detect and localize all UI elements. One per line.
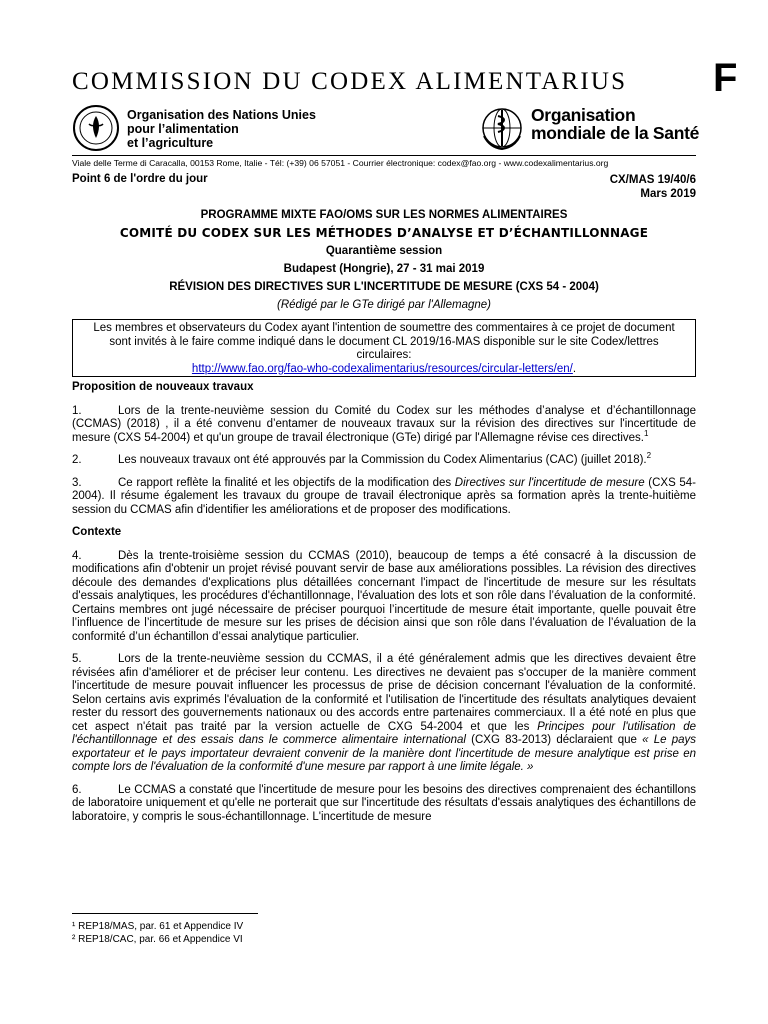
title-block bbox=[72, 206, 696, 314]
notice-link-tail: . bbox=[572, 362, 577, 375]
footnotes bbox=[72, 913, 696, 946]
paragraph-number: 6. bbox=[72, 783, 82, 796]
agenda-item: Point 6 de l'ordre du jour bbox=[72, 173, 208, 185]
paragraph-1 bbox=[72, 405, 696, 446]
paragraph-text: Dès la trente-troisième session du CCMAS (2010), beaucoup de temps a été consacré à la discussion de modifications afin d'obtenir un projet révisé pouvant servir de base aux améliorations possibles. La révision des directives découle des demandes d'explications plus détaillées concernant l'impact de l'incertitude de mesure sur les résultats d'essais analytiques, les procédures d'échantillonnage, l'évaluation des lots et son rôle dans l’évaluation de la conformité. Certains membres ont jugé nécessaire de préciser pourquoi l’incertitude de mesure était importante, quelle pouvait être l’influence de l’incertitude de mesure sur les prises de décision ainsi que son rôle dans l’évaluation de l’évaluation de la conformité d’un échantillon d’essai analytique particulier. bbox=[72, 549, 696, 643]
paragraph-6 bbox=[72, 784, 696, 825]
programme-heading: PROGRAMME MIXTE FAO/OMS SUR LES NORMES ALIMENTAIRES bbox=[200, 209, 568, 221]
fao-line-2: pour l’alimentation bbox=[127, 122, 239, 136]
paragraph-number: 2. bbox=[72, 454, 82, 466]
paragraph-number: 1. bbox=[72, 404, 82, 417]
prepared-by: (Rédigé par le GTe dirigé par l'Allemagne) bbox=[277, 299, 491, 311]
fao-logo-icon bbox=[72, 104, 120, 152]
paragraph-text: (CXS 54-2004). Il résume également les travaux du groupe de travail électronique après sa formation après la trente-huitième session du CCMAS afin d'identifier les améliorations et de proposer des modifications. bbox=[72, 476, 696, 516]
footnote-ref: 1 bbox=[644, 428, 649, 438]
who-logo-icon bbox=[478, 104, 526, 152]
notice-text: Les membres et observateurs du Codex ayant l'intention de soumettre des commentaires à ce projet de document sont invités à le faire comme indiqué dans le document CL 2019/16-MAS disponible sur le site Codex/lettres circulaires: bbox=[93, 322, 675, 361]
paragraph-text: Lors de la trente-neuvième session du CCMAS, il a été généralement admis que les directives devaient être révisées afin d'améliorer et de préciser leur contenu. Les directives ne devaient pas s'occuper de la manière comment l'incertitude de mesure pouvait influencer les processus de prise de décision concernant l'évaluation de la conformité. Selon certains avis exprimés l'évaluation de la conformité et l'utilisation de l'incertitude des résultats analytiques devaient rester du ressort des gouvernements nationaux ou des accords entre partenaires commerciaux. Il a été noté en plus que cet aspect n'était pas traité par la version actuelle de CXG 54-2004 et que les bbox=[72, 653, 696, 733]
fao-name bbox=[127, 108, 316, 150]
paragraph-italic: « Le pays exportateur et le pays importateur devraient convenir de la manière dont l'incertitude de mesure analytique est prise en compte lors de l'évaluation de la conformité d'une mesure par rapport à une limite légale. » bbox=[72, 734, 696, 773]
paragraph-text: (CXG 83-2013) déclaraient que bbox=[465, 734, 643, 746]
paragraph-4 bbox=[72, 550, 696, 645]
document-body bbox=[72, 381, 696, 833]
section-title-context: Contexte bbox=[72, 526, 122, 538]
document-reference bbox=[610, 173, 696, 201]
paragraph-2 bbox=[72, 451, 696, 468]
contact-line: Viale delle Terme di Caracalla, 00153 Rome, Italie - Tél: (+39) 06 57051 - Courrier électronique: codex@fao.org - www.codexalimentarius.org bbox=[72, 155, 696, 168]
session-heading: Quarantième session bbox=[325, 245, 443, 257]
committee-heading: COMITÉ DU CODEX SUR LES MÉTHODES D’ANALYSE ET D’ÉCHANTILLONNAGE bbox=[119, 226, 649, 240]
subject-heading: RÉVISION DES DIRECTIVES SUR L'INCERTITUDE DE MESURE (CXS 54 - 2004) bbox=[169, 281, 599, 293]
footnote-ref: 2 bbox=[646, 451, 652, 461]
who-line-2: mondiale de la Santé bbox=[531, 123, 700, 143]
paragraph-text: Ce rapport reflète la finalité et les objectifs de la modification des bbox=[118, 476, 455, 489]
paragraph-number: 5. bbox=[72, 653, 82, 665]
paragraph-5 bbox=[72, 653, 696, 775]
circular-letters-link[interactable]: http://www.fao.org/fao-who-codexalimentarius/resources/circular-letters/en/ bbox=[191, 362, 573, 375]
doc-date: Mars 2019 bbox=[640, 188, 696, 200]
section-title-new-work: Proposition de nouveaux travaux bbox=[72, 381, 254, 393]
fao-line-3: et l’agriculture bbox=[127, 136, 214, 150]
paragraph-italic: Principes pour l'utilisation de l'échantillonnage et des essais dans le commerce alimentaire international bbox=[72, 720, 697, 746]
footnote-divider bbox=[72, 913, 258, 914]
paragraph-text: Le CCMAS a constaté que l'incertitude de mesure pour les besoins des directives comprenaient des échantillons de laboratoire uniquement et qu'elle ne porterait que sur l'incertitude des résultats d'essais analytiques des échantillons de laboratoire, y compris le sous-échantillonnage. L'incertitude de mesure bbox=[72, 783, 696, 823]
paragraph-3 bbox=[72, 477, 696, 518]
footnote-2: ² REP18/CAC, par. 66 et Appendice VI bbox=[72, 934, 243, 945]
who-name bbox=[531, 106, 699, 142]
paragraph-text: Les nouveaux travaux ont été approuvés par la Commission du Codex Alimentarius (CAC) (juillet 2018). bbox=[118, 454, 647, 466]
location-heading: Budapest (Hongrie), 27 - 31 mai 2019 bbox=[283, 263, 485, 275]
paragraph-number: 4. bbox=[72, 549, 82, 562]
footnote-1: ¹ REP18/MAS, par. 61 et Appendice IV bbox=[72, 921, 244, 932]
fao-line-1: Organisation des Nations Unies bbox=[127, 108, 316, 122]
paragraph-italic: Directives sur l'incertitude de mesure bbox=[454, 476, 645, 489]
language-letter: F bbox=[713, 56, 738, 100]
comments-notice-box bbox=[72, 319, 696, 377]
paragraph-text: Lors de la trente-neuvième session du Comité du Codex sur les méthodes d’analyse et d’échantillonnage (CCMAS) (2018) , il a été convenu d’entamer de nouveaux travaux sur la révision des directives sur l'incertitude de mesure (CXS 54-2004) et qu'un groupe de travail électronique (GTe) dirigé par l'Allemagne révise ces directives. bbox=[72, 404, 696, 444]
who-line-1: Organisation bbox=[531, 105, 636, 125]
paragraph-number: 3. bbox=[72, 476, 82, 489]
doc-number: CX/MAS 19/40/6 bbox=[609, 174, 696, 186]
commission-title: COMMISSION DU CODEX ALIMENTARIUS bbox=[72, 68, 628, 95]
